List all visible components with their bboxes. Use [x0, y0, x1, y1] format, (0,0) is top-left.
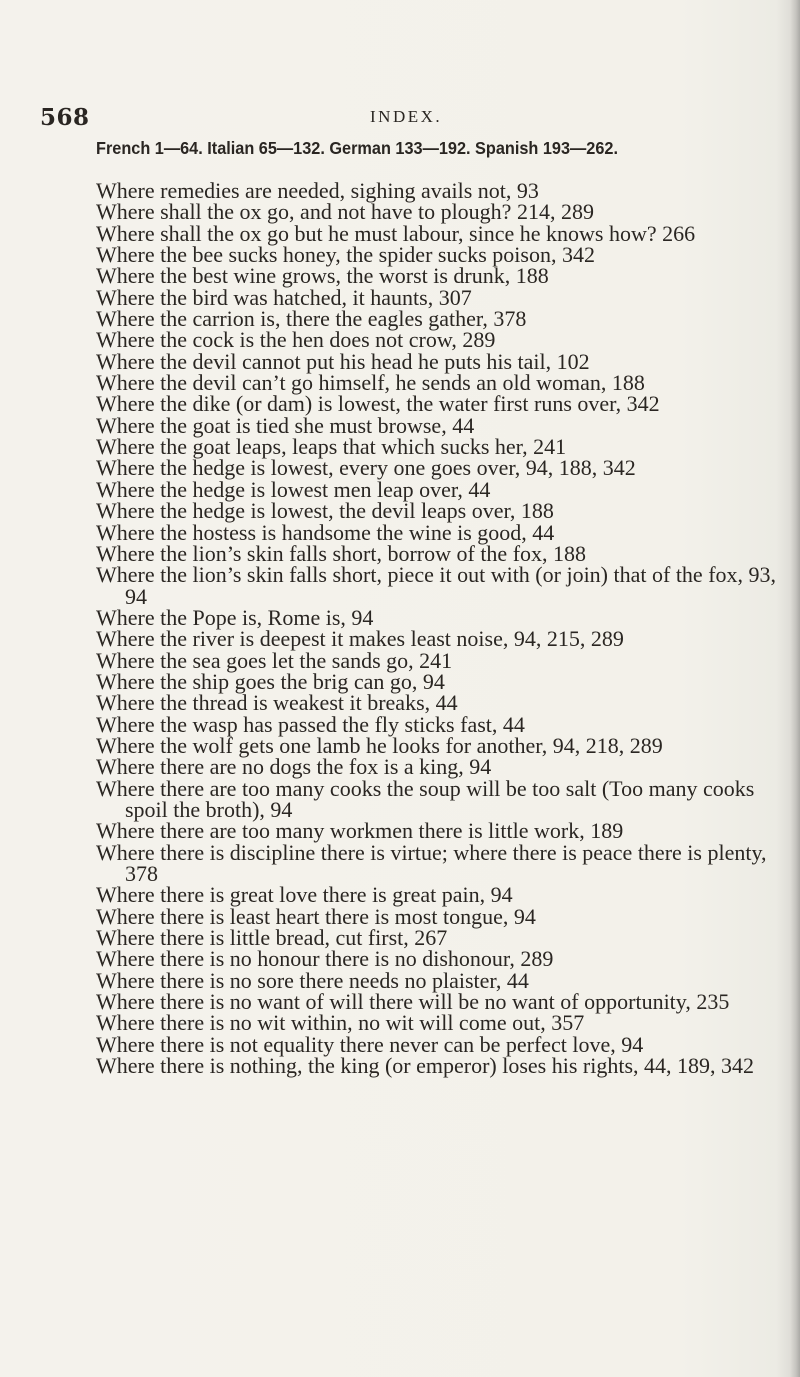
index-entry: Where the devil can’t go himself, he sends an old woman, 188 [96, 370, 645, 396]
index-entry: Where the wolf gets one lamb he looks for another, 94, 218, 289 [96, 732, 663, 758]
index-entry: Where there are too many workmen there is little work, 189 [96, 818, 624, 844]
index-entry: Where the lion’s skin falls short, borrow of the fox, 188 [96, 540, 587, 566]
index-entry: Where the Pope is, Rome is, 94 [96, 604, 374, 630]
index-entry: Where there is nothing, the king (or emperor) loses his rights, 44, 189, 342 [96, 1053, 755, 1079]
running-head: INDEX. [370, 107, 443, 126]
index-entry: Where the thread is weakest it breaks, 44 [96, 690, 458, 716]
index-entry: Where the goat is tied she must browse, 44 [96, 412, 475, 438]
index-entry: Where there is no honour there is no dishonour, 289 [96, 946, 554, 972]
index-entry: Where shall the ox go, and not have to plough? 214, 289 [96, 199, 594, 225]
index-entry: Where the wasp has passed the fly sticks fast, 44 [96, 711, 525, 737]
index-entry: Where the hedge is lowest, the devil leaps over, 188 [96, 498, 554, 524]
index-entry: Where the dike (or dam) is lowest, the water first runs over, 342 [96, 391, 660, 417]
index-entry: Where there is least heart there is most tongue, 94 [96, 903, 536, 929]
index-entry: Where there is not equality there never can be perfect love, 94 [96, 1031, 644, 1057]
index-entry: Where the best wine grows, the worst is drunk, 188 [96, 263, 549, 289]
index-entry: Where the sea goes let the sands go, 241 [96, 647, 453, 673]
index-entries [96, 178, 796, 1079]
index-entry: Where the lion’s skin falls short, piece it out with (or join) that of the fox, 93, 94 [96, 562, 777, 609]
language-key: French 1—64. Italian 65—132. German 133—192. Spanish 193—262. [96, 138, 618, 158]
index-entry: Where the river is deepest it makes least noise, 94, 215, 289 [96, 626, 624, 652]
index-entry: Where the cock is the hen does not crow, 289 [96, 327, 496, 353]
index-entry: Where the hedge is lowest men leap over, 44 [96, 476, 491, 502]
index-entry: Where there is no wit within, no wit will come out, 357 [96, 1010, 585, 1036]
index-entry: Where there is little bread, cut first, 267 [96, 925, 448, 951]
index-entry: Where shall the ox go but he must labour, since he knows how? 266 [96, 220, 696, 246]
index-entry: Where there are no dogs the fox is a king, 94 [96, 754, 492, 780]
index-entry: Where the goat leaps, leaps that which sucks her, 241 [96, 434, 567, 460]
index-entry: Where there is discipline there is virtue; where there is peace there is plenty, 378 [96, 839, 767, 886]
index-entry: Where the hedge is lowest, every one goes over, 94, 188, 342 [96, 455, 636, 481]
index-entry: Where the hostess is handsome the wine is good, 44 [96, 519, 555, 545]
index-entry: Where the devil cannot put his head he puts his tail, 102 [96, 348, 590, 374]
index-entry: Where there is no sore there needs no plaister, 44 [96, 967, 529, 993]
index-entry: Where there is no want of will there will be no want of opportunity, 235 [96, 989, 730, 1015]
index-entry: Where there is great love there is great pain, 94 [96, 882, 513, 908]
index-entry: Where the ship goes the brig can go, 94 [96, 668, 445, 694]
index-entry: Where remedies are needed, sighing avails not, 93 [96, 178, 539, 203]
index-entry: Where the bird was hatched, it haunts, 307 [96, 284, 472, 310]
index-entry: Where the carrion is, there the eagles gather, 378 [96, 306, 527, 332]
index-entry: Where the bee sucks honey, the spider sucks poison, 342 [96, 242, 595, 268]
page-number: 568 [40, 104, 90, 131]
index-entry: Where there are too many cooks the soup will be too salt (Too many cooks spoil the broth), 94 [96, 775, 755, 822]
